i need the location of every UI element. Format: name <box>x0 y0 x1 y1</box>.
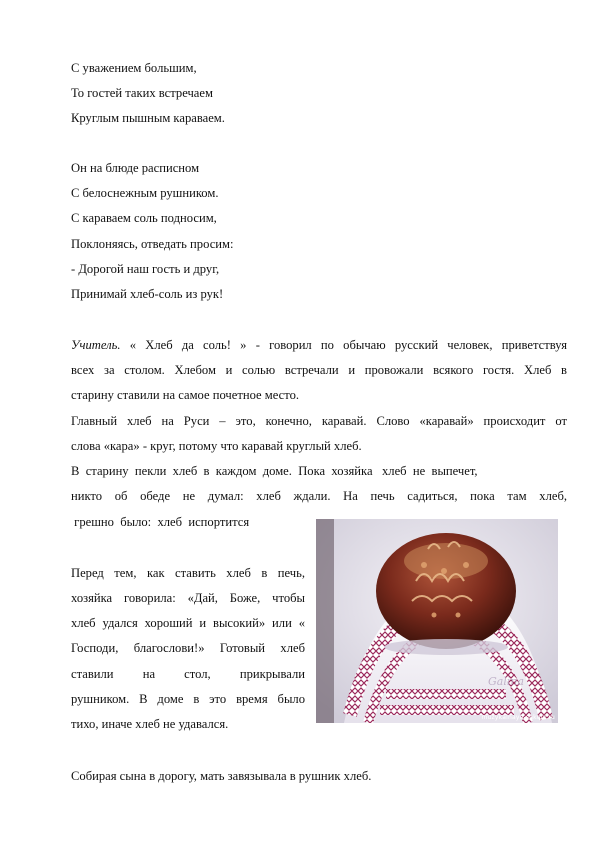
poem-line: Принимай хлеб-соль из рук! <box>71 287 224 301</box>
svg-text:Galina: Galina <box>488 675 525 688</box>
paragraph-line: В старину пекли хлеб в каждом доме. Пока хозяйка хлеб не выпечет, <box>71 464 478 478</box>
poem-line: Поклоняясь, отведать просим: <box>71 237 234 251</box>
poem-line: Круглым пышным караваем. <box>71 111 225 125</box>
paragraph-line: грешно было: хлеб испортится <box>71 515 250 529</box>
speaker-label: Учитель. <box>71 338 121 352</box>
paragraph-line: ставили на стол, прикрывали <box>71 667 305 681</box>
paragraph-line: хозяйка говорила: «Дай, Боже, чтобы <box>71 591 305 605</box>
paragraph-line: Главный хлеб на Руси – это, конечно, каравай. Слово «каравай» происходит от <box>71 414 567 428</box>
paragraph-line: Собирая сына в дорогу, мать завязывала в рушник хлеб. <box>71 769 372 783</box>
paragraph-line: слова «кара» - круг, потому что каравай круглый хлеб. <box>71 439 362 453</box>
paragraph-line: хлеб удался хороший и высокий» или « <box>71 616 305 630</box>
bread-photo <box>316 519 558 723</box>
poem-line: С караваем соль подносим, <box>71 211 217 225</box>
paragraph-line: Перед тем, как ставить хлеб в печь, <box>71 566 305 580</box>
paragraph-line: всех за столом. Хлебом и солью встречали и провожали всякого гостя. Хлеб в <box>71 363 567 377</box>
paragraph-line: рушником. В доме в это время было <box>71 692 305 706</box>
poem-line: С белоснежным рушником. <box>71 186 219 200</box>
poem-line: С уважением большим, <box>71 61 197 75</box>
karavai-illustration <box>316 519 558 723</box>
paragraph-line: старину ставили на самое почетное место. <box>71 388 300 402</box>
paragraph-line <box>71 337 567 353</box>
poem-line: - Дорогой наш гость и друг, <box>71 262 220 276</box>
paragraph-line: никто об обеде не думал: хлеб ждали. На печь садиться, пока там хлеб, <box>71 489 567 503</box>
paragraph-line: Господи, благослови!» Готовый хлеб <box>71 641 305 655</box>
photo-credit: muzykalnaya-shkola.ru <box>481 714 555 721</box>
poem-line: То гостей таких встречаем <box>71 86 213 100</box>
poem-line: Он на блюде расписном <box>71 161 200 175</box>
paragraph-text: « Хлеб да соль! » - говорил по обычаю русский человек, приветствуя <box>129 338 567 352</box>
paragraph-line: тихо, иначе хлеб не удавался. <box>71 717 229 731</box>
